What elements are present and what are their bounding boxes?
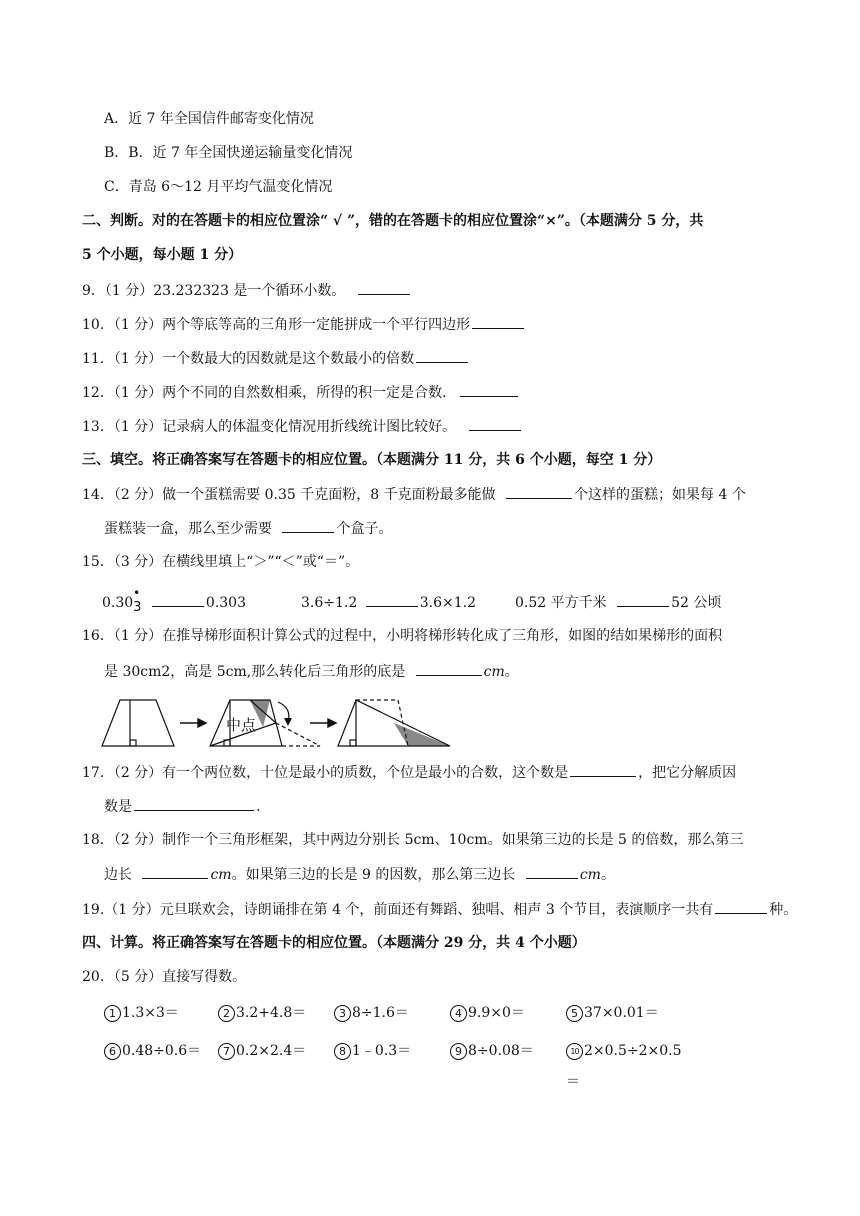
question-19	[82, 899, 797, 920]
answer-blank[interactable]	[469, 416, 521, 431]
compare-1-left: 0.30	[102, 595, 134, 611]
calc-expr: 0.48÷0.6＝	[122, 1043, 202, 1059]
calc-item-4	[450, 1003, 525, 1023]
answer-blank[interactable]	[366, 592, 418, 607]
question-16-text: 是 30cm2，高是 5cm,那么转化后三角形的底是	[104, 664, 406, 680]
question-14-text-3: 蛋糕装一盒，那么至少需要	[104, 521, 272, 537]
repeating-digit	[133, 586, 142, 618]
repeating-digit-value: 3	[133, 600, 142, 615]
question-15: 15．（3 分）在横线里填上“＞”“＜”或“＝”。	[82, 554, 360, 570]
midpoint-label: 中点	[226, 716, 257, 734]
circled-number: 9	[450, 1043, 467, 1060]
circled-number: 6	[104, 1043, 121, 1060]
answer-blank[interactable]	[472, 314, 524, 329]
answer-blank[interactable]	[152, 592, 204, 607]
calc-item-1	[104, 1003, 179, 1023]
question-11	[82, 348, 470, 369]
circled-number: 2	[218, 1005, 235, 1022]
calc-item-10	[566, 1041, 682, 1061]
circled-number: 8	[334, 1043, 351, 1060]
question-19-end: 种。	[769, 902, 798, 918]
question-18-cont	[104, 864, 615, 885]
calc-item-8	[334, 1041, 411, 1061]
question-10	[82, 314, 526, 335]
question-14-text-2: 个这样的蛋糕；如果每 4 个	[574, 487, 746, 503]
compare-3-right: 52 公顷	[671, 595, 722, 611]
question-17-cont	[104, 796, 260, 817]
question-17	[82, 762, 736, 783]
question-17-text-3: 数是	[104, 799, 132, 815]
compare-1-right: 0.303	[205, 595, 246, 611]
answer-blank[interactable]	[715, 899, 767, 914]
compare-2-right: 3.6×1.2	[419, 595, 476, 611]
circled-number: 4	[450, 1005, 467, 1022]
unit-cm: cm	[483, 664, 505, 680]
question-14-text: 14．（2 分）做一个蛋糕需要 0.35 千克面粉，8 千克面粉最多能做	[82, 487, 496, 503]
question-9	[82, 280, 412, 301]
arrow-right-icon	[310, 719, 336, 727]
circled-number: 7	[218, 1043, 235, 1060]
answer-blank[interactable]	[282, 518, 334, 533]
question-13	[82, 416, 523, 437]
answer-blank[interactable]	[460, 382, 518, 397]
calc-expr: 8÷0.08＝	[468, 1043, 534, 1059]
section-4-title: 四、计算。将正确答案写在答题卡的相应位置。（本题满分 29 分，共 4 个小题）	[82, 935, 586, 951]
calc-item-9	[450, 1041, 534, 1061]
calc-expr: 1.3×3＝	[122, 1005, 179, 1021]
calc-expr: 37×0.01＝	[584, 1005, 659, 1021]
question-14-cont	[104, 518, 392, 539]
question-16: 16．（1 分）在推导梯形面积计算公式的过程中，小明将梯形转化成了三角形，如图的结如果梯形的面积	[82, 628, 723, 644]
answer-blank[interactable]	[617, 592, 669, 607]
arrow-right-icon	[180, 719, 206, 727]
calc-item-7	[218, 1041, 306, 1061]
question-17-text-2: ，把它分解质因	[638, 765, 737, 781]
trapezoid-figure	[98, 690, 454, 752]
compare-1	[102, 586, 246, 615]
question-17-text: 17．（2 分）有一个两位数，十位是最小的质数，个位是最小的合数，这个数是	[82, 765, 569, 781]
question-14	[82, 484, 746, 505]
compare-3-left: 0.52 平方千米	[515, 595, 607, 611]
calc-expr: 1﹣0.3＝	[352, 1043, 412, 1059]
answer-blank[interactable]	[416, 348, 468, 363]
unit-cm: cm	[210, 867, 232, 883]
calc-expr: 0.2×2.4＝	[236, 1043, 307, 1059]
calc-expr: 8÷1.6＝	[352, 1005, 409, 1021]
circled-number: 1	[104, 1005, 121, 1022]
section-3-title: 三、填空。将正确答案写在答题卡的相应位置。（本题满分 11 分，共 6 个小题，每空 1 分）	[82, 452, 662, 468]
answer-blank[interactable]	[506, 484, 572, 499]
calc-item-3	[334, 1003, 409, 1023]
answer-blank[interactable]	[142, 864, 208, 879]
dashed-extension	[276, 723, 320, 746]
question-17-end: .	[256, 799, 261, 815]
question-18: 18．（2 分）制作一个三角形框架，其中两边分别长 5cm、10cm。如果第三边的长是 5 的倍数，那么第三	[82, 832, 744, 848]
repeat-dot-icon: •	[133, 586, 141, 600]
section-2-title: 二、判断。对的在答题卡的相应位置涂“ √ ”，错的在答题卡的相应位置涂“×”。（本题满分 5 分，共	[82, 213, 704, 229]
option-a: A．近 7 年全国信件邮寄变化情况	[104, 111, 314, 127]
calc-expr: 2×0.5÷2×0.5	[584, 1043, 682, 1059]
question-12-text: 12．（1 分）两个不同的自然数相乘，所得的积一定是合数．	[82, 385, 457, 401]
answer-blank[interactable]	[416, 661, 482, 676]
question-13-text: 13．（1 分）记录病人的体温变化情况用折线统计图比较好。	[82, 419, 457, 435]
circled-number: 10	[566, 1043, 583, 1060]
question-14-text-4: 个盒子。	[336, 521, 393, 537]
calc-item-2	[218, 1003, 306, 1023]
question-18-text: 边长	[104, 867, 132, 883]
answer-blank[interactable]	[526, 864, 578, 879]
calc-item-5	[566, 1003, 659, 1023]
compare-2-left: 3.6÷1.2	[301, 595, 358, 611]
right-angle-1	[130, 740, 136, 746]
question-12	[82, 382, 520, 403]
section-2-title-cont: 5 个小题，每小题 1 分）	[82, 247, 243, 263]
answer-blank[interactable]	[134, 796, 254, 811]
question-18-text-2: 。如果第三边的长是 9 的因数，那么第三边长	[231, 867, 516, 883]
answer-blank[interactable]	[570, 762, 636, 777]
compare-3	[515, 592, 721, 613]
question-19-text: 19.（1 分）元旦联欢会，诗朗诵排在第 4 个，前面还有舞蹈、独唱、相声 3 个节目，表演顺序一共有	[82, 902, 714, 918]
question-11-text: 11．（1 分）一个数最大的因数就是这个数最小的倍数	[82, 351, 415, 367]
calc-expr: 3.2+4.8＝	[236, 1005, 307, 1021]
question-20: 20．（5 分）直接写得数。	[82, 969, 247, 985]
answer-blank[interactable]	[358, 280, 410, 295]
rotation-arrow-head-icon	[284, 718, 292, 726]
calc-expr: 9.9×0＝	[468, 1005, 525, 1021]
circled-number: 3	[334, 1005, 351, 1022]
option-b: B．B．近 7 年全国快递运输量变化情况	[104, 145, 353, 161]
option-c: C．青岛 6～12 月平均气温变化情况	[104, 179, 333, 195]
question-16-end: 。	[504, 664, 519, 680]
question-16-cont	[104, 661, 519, 682]
question-9-text: 9．（1 分）23.232323 是一个循环小数。	[82, 283, 346, 299]
unit-cm-2: cm	[579, 867, 601, 883]
compare-2	[301, 592, 476, 613]
question-18-end: 。	[600, 867, 615, 883]
calc-item-6	[104, 1041, 201, 1061]
calc-item-10-equals: ＝	[566, 1074, 580, 1090]
circled-number: 5	[566, 1005, 583, 1022]
trapezoid-1	[102, 700, 174, 746]
question-10-text: 10．（1 分）两个等底等高的三角形一定能拼成一个平行四边形	[82, 317, 471, 333]
